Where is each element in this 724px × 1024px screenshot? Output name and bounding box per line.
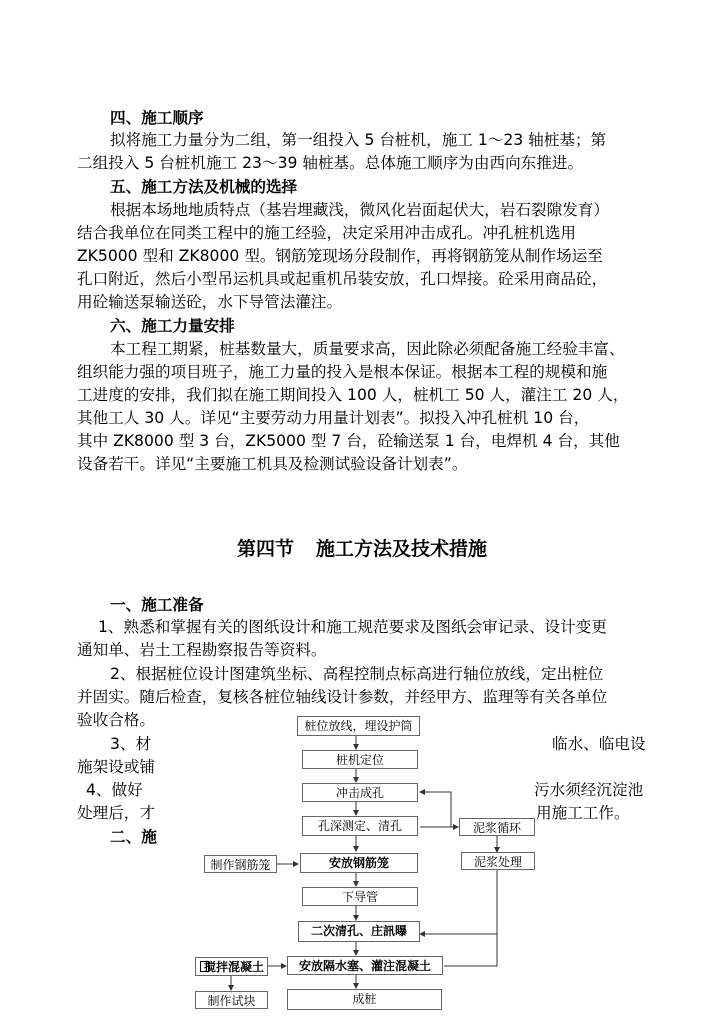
paragraph-line: 并固实。随后检查，复核各桩位轴线设计参数，并经甲方、监理等有关各单位 xyxy=(77,688,608,706)
flow-connector xyxy=(444,934,497,966)
paragraph-line: ZK5000 型和 ZK8000 型。钢筋笼现场分段制作，再将钢筋笼从制作场运至 xyxy=(77,247,603,265)
flow-arrow xyxy=(420,870,497,934)
next-section-heading: 二、施 xyxy=(110,828,157,846)
paragraph-line: 其中 ZK8000 型 3 台，ZK5000 型 7 台，砼输送泵 1 台，电焊机 4 台，其他 xyxy=(77,432,620,450)
flow-step-layout: 桩位放线，埋设护筒 xyxy=(297,716,420,736)
flow-step-drilling: 冲击成孔 xyxy=(302,783,418,802)
flow-step-positioning: 桩机定位 xyxy=(302,750,418,769)
section-title-text: 施工方法及技术措施 xyxy=(316,538,488,560)
section-heading-sequence: 四、施工顺序 xyxy=(110,109,204,127)
section-heading-method: 五、施工方法及机械的选择 xyxy=(110,178,298,196)
paragraph-line: 工进度的安排，我们拟在施工期间投入 100 人，桩机工 50 人，灌注工 20 人， xyxy=(77,386,629,404)
paragraph-line: 用砼输送泵输送砼，水下导管法灌注。 xyxy=(77,293,343,311)
flow-step-cage-install: 安放钢筋笼 xyxy=(300,853,418,873)
paragraph-fragment: 临水、临电设 xyxy=(552,735,646,753)
flow-side-test-block: 制作试块 xyxy=(195,991,268,1009)
flow-side-mud-treatment: 泥浆处理 xyxy=(461,852,535,870)
paragraph-line: 2、根据桩位设计图建筑坐标、高程控制点标高进行轴位放线，定出桩位 xyxy=(110,665,604,683)
paragraph-fragment: 4、做好 xyxy=(86,781,143,799)
paragraph-line: 拟将施工力量分为二组，第一组投入 5 台桩机，施工 1～23 轴桩基；第 xyxy=(110,131,607,149)
flow-step-depth-check: 孔深测定、清孔 xyxy=(302,816,418,836)
flow-step-finished-pile: 成桩 xyxy=(287,989,442,1010)
paragraph-fragment: 施架设或铺 xyxy=(77,758,155,776)
paragraph-line: 组织能力强的项目班子，施工力量的投入是根本保证。根据本工程的规模和施 xyxy=(77,363,608,381)
paragraph-line: 1、熟悉和掌握有关的图纸设计和施工规范要求及图纸会审记录、设计变更 xyxy=(98,618,607,636)
paragraph-fragment: 处理后，才 xyxy=(77,804,155,822)
paragraph-line: 根据本场地地质特点（基岩埋藏浅，微风化岩面起伏大，岩石裂隙发育） xyxy=(110,201,610,219)
flow-step-pour-concrete: 安放隔水塞、灌注混凝土 xyxy=(287,956,443,975)
flow-step-pipe: 下导管 xyxy=(302,887,418,906)
paragraph-line: 其他工人 30 人。详见“主要劳动力用量计划表”。拟投入冲孔桩机 10 台， xyxy=(77,409,590,427)
prep-heading: 一、施工准备 xyxy=(110,596,204,614)
flow-side-mix-concrete-label: 搅拌混凝土 xyxy=(203,960,264,974)
flow-step-second-clean: 二次清孔、庄訊曝 xyxy=(298,921,420,942)
section-title-number: 第四节 xyxy=(236,538,294,560)
flow-side-make-cage: 制作钢筋笼 xyxy=(204,855,277,873)
paragraph-fragment: 3、材 xyxy=(110,735,152,753)
missing-glyph-icon xyxy=(200,961,209,972)
paragraph-line: 二组投入 5 台桩机施工 23～39 轴桩基。总体施工顺序为由西向东推进。 xyxy=(77,154,584,172)
section-heading-workforce: 六、施工力量安排 xyxy=(110,317,235,335)
paragraph-line: 验收合格。 xyxy=(77,711,155,729)
paragraph-line: 本工程工期紧，桩基数量大，质量要求高，因此除必须配备施工经验丰富、 xyxy=(110,340,625,358)
paragraph-line: 结合我单位在同类工程中的施工经验，决定采用冲击成孔。冲孔桩机选用 xyxy=(77,224,577,242)
paragraph-line: 设备若干。详见“主要施工机具及检测试验设备计划表”。 xyxy=(77,455,468,473)
paragraph-line: 通知单、岩土工程勘察报告等资料。 xyxy=(77,641,327,659)
flow-arrow xyxy=(420,792,458,827)
paragraph-fragment: 污水须经沉淀池 xyxy=(534,781,644,799)
flow-side-mix-concrete xyxy=(195,957,268,976)
paragraph-line: 孔口附近，然后小型吊运机具或起重机吊装安放，孔口焊接。砼采用商品砼， xyxy=(77,270,608,288)
paragraph-fragment: 用施工工作。 xyxy=(536,804,630,822)
flow-side-mud-cycle: 泥浆循环 xyxy=(459,818,535,836)
